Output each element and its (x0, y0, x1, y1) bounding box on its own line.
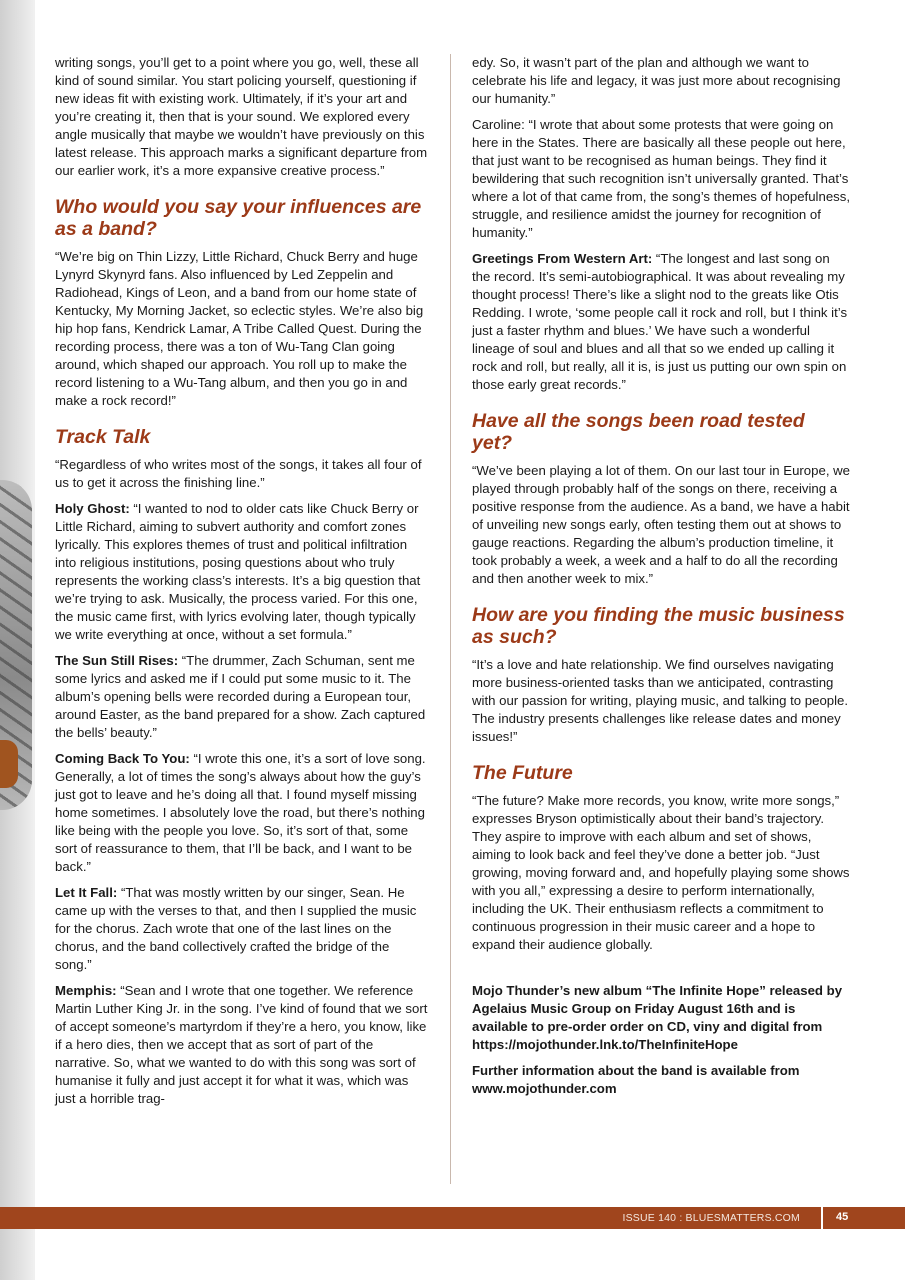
paragraph: writing songs, you’ll get to a point where you go, well, these all kind of sound similar. You start policing yourself, questioning if new ideas fit with existing work. Ultimately, if it’s your art and you’re creating it, then that is your sound. We explored every angle musically that maybe we wouldn’t have previously on this latest release. This approach marks a significant departure from our earlier work, it’s a more expansive creative process.” (55, 55, 428, 178)
track-description: “Sean and I wrote that one together. We reference Martin Luther King Jr. in the song. I’ve kind of found that we sort of accept someone’s martyrdom if they’re a hero, you know, like if a hero dies, then we accept that as sort of part of the narrative. So, what we wanted to do with this song was sort of humanise it fully and just accept it for what it was, which was just a horrible trag- (55, 983, 428, 1106)
section-heading-road-tested: Have all the songs been road tested yet? (472, 410, 805, 454)
track-description: “That was mostly written by our singer, Sean. He came up with the verses to that, and then I supplied the music for the chorus. Zach wrote that one of the last lines on the chorus, and the band collectively crafted the bridge of the song.” (55, 885, 417, 972)
track-let-it-fall (55, 884, 428, 974)
track-description: “I wanted to nod to older cats like Chuck Berry or Little Richard, aiming to subvert authority and comfort zones lyrically. This explores themes of trust and political infiltration into religious institutions, posing questions about who truly represents the working class’s interests. It’s a big question that we’re trying to ask. Musically, the process varied. For this one, the music came first, with lyrics evolving later, though typically we write everything at once, without a set formula.” (55, 501, 421, 642)
footer-issue-label: ISSUE 140 : BLUESMATTERS.COM (622, 1212, 800, 1224)
track-title: Greetings From Western Art: (472, 251, 653, 266)
track-description: “I wrote this one, it’s a sort of love song. Generally, a lot of times the song’s always about how the guy’s just got to leave and he’s doing all that. I found myself missing home sometimes. I absolutely love the road, but there’s nothing like being with the people you love. So, it’s sort of that, some sort of reassurance to them, that I’ll be back, and I want to be back.” (55, 751, 426, 874)
track-title: Let It Fall: (55, 885, 118, 900)
page-number: 45 (836, 1211, 849, 1223)
track-memphis (55, 982, 428, 1108)
track-description: “The drummer, Zach Schuman, sent me some lyrics and asked me if I could put some music to it. The album’s opening bells were recorded during a European tour, around Easter, as the band prepared for a show. Zach captured the bells’ beauty.” (55, 653, 426, 740)
track-title: Coming Back To You: (55, 751, 190, 766)
section-heading-influences: Who would you say your influences are as a band? (55, 196, 422, 240)
column-divider (450, 54, 451, 1184)
article-left-column (55, 54, 428, 1116)
paragraph: Caroline: “I wrote that about some protests that were going on here in the States. There are basically all these people out here, that just want to be recognised as human beings. They find it bewildering that such recognition isn’t universally granted. That’s where a lot of that came from, the song’s themes of hopefulness, struggle, and resilience amidst the journey for recognition of humanity.” (472, 117, 851, 240)
track-title: Memphis: (55, 983, 117, 998)
guitar-strap-detail (0, 740, 18, 788)
track-description: “The longest and last song on the record. It’s semi-autobiographical. It was about revealing my thought process! There’s like a slight nod to the greats like Otis Redding. I wrote, ‘some people call it rock and roll, but I think it’s just a faster rhythm and blues.’ We have such a wonderful lineage of soul and blues and all that so we ended up calling it rock and roll, but really, all it is, is just us putting our own spin on those early great records.” (472, 251, 848, 392)
track-title: The Sun Still Rises: (55, 653, 179, 668)
paragraph: “We’ve been playing a lot of them. On our last tour in Europe, we played through probably half of the songs on there, receiving a positive response from the audience. As a band, we have a habit of unveiling new songs early, often testing them out at shows to gauge reactions. Regarding the album’s production timeline, it took probably a week, a week and a half to do all the recording and then another week to mix.” (472, 463, 851, 586)
track-holy-ghost (55, 500, 428, 644)
paragraph: edy. So, it wasn’t part of the plan and although we want to celebrate his life and legacy, it was just more about recognising our humanity.” (472, 55, 841, 106)
track-sun-still-rises (55, 652, 428, 742)
paragraph: “We’re big on Thin Lizzy, Little Richard, Chuck Berry and huge Lynyrd Skynyrd fans. Also influenced by Led Zeppelin and Radiohead, Kings of Leon, and a band from our home state of Kentucky, My Morning Jacket, so eclectic styles. We’re also big hip hop fans, Kendrick Lamar, A Tribe Called Quest. During the recording process, there was a ton of Wu-Tang Clan going around, which shaped our approach. You roll up to make the record listening to a Wu-Tang album, and then you go in and make a rock record!” (55, 249, 424, 408)
band-website-info: Further information about the band is available from www.mojothunder.com (472, 1063, 800, 1096)
paragraph: “It’s a love and hate relationship. We find ourselves navigating more business-oriented tasks than we anticipated, contrasting with our passion for writing, playing music, and talking to people. The industry presents challenges like release dates and money issues!” (472, 657, 849, 744)
track-greetings-from-western-art (472, 250, 850, 394)
section-heading-music-business: How are you finding the music business as such? (472, 604, 845, 648)
track-coming-back-to-you (55, 750, 428, 876)
track-title: Holy Ghost: (55, 501, 130, 516)
section-heading-future: The Future (472, 762, 573, 784)
paragraph: “The future? Make more records, you know, write more songs,” expresses Bryson optimistically about their band’s trajectory. They aspire to improve with each album and set of shows, aiming to look back and feel they’ve done a better job. “Just growing, moving forward and, and hopefully playing some shows with you all,” expressing a desire to perform internationally, including the UK. Their enthusiasm reflects a commitment to continuous progression in their music career and a hope to expand their audience globally. (472, 793, 850, 952)
paragraph: “Regardless of who writes most of the songs, it takes all four of us to get it across the finishing line.” (55, 457, 422, 490)
album-release-info: Mojo Thunder’s new album “The Infinite Hope” released by Agelaius Music Group on Friday August 16th and is available to pre-order order on CD, viny and digital from https://mojothunder.lnk.to/TheInfiniteHope (472, 983, 843, 1052)
section-heading-track-talk: Track Talk (55, 426, 151, 448)
article-right-column (472, 54, 850, 1106)
footer-separator (821, 1207, 823, 1229)
